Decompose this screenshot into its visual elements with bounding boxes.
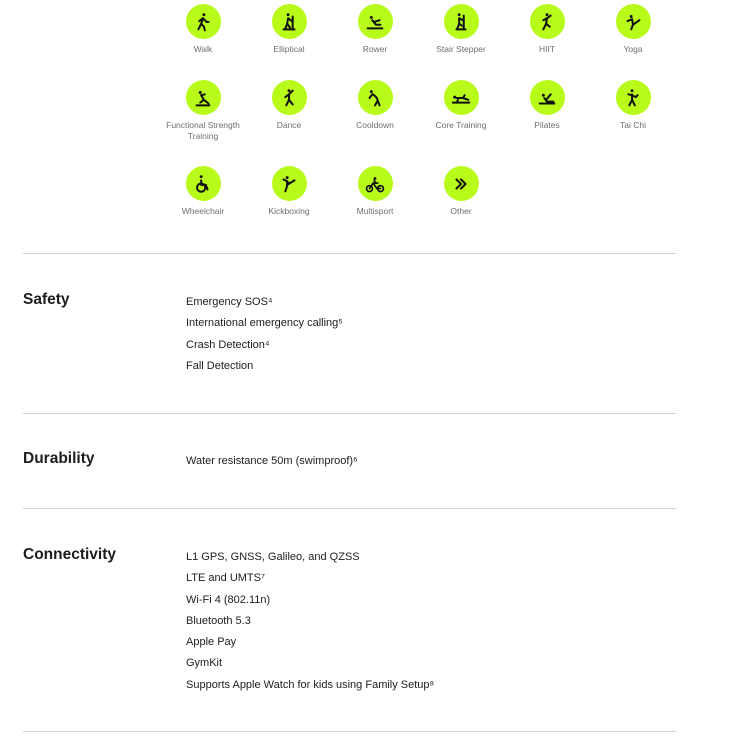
workout-label: Tai Chi bbox=[620, 120, 646, 130]
workout-dance bbox=[246, 80, 332, 142]
section-divider bbox=[23, 731, 676, 732]
other-icon bbox=[444, 166, 479, 201]
wheelchair-icon bbox=[186, 166, 221, 201]
workout-pilates bbox=[504, 80, 590, 142]
safety-item: International emergency calling⁵ bbox=[186, 317, 343, 330]
dance-icon bbox=[272, 80, 307, 115]
workout-row-2 bbox=[160, 80, 676, 142]
workout-label: HIIT bbox=[538, 44, 556, 54]
workout-other bbox=[418, 166, 504, 217]
safety-list bbox=[186, 292, 343, 377]
elliptical-icon bbox=[272, 4, 307, 39]
multisport-icon bbox=[358, 166, 393, 201]
workout-label: Multisport bbox=[356, 206, 394, 216]
workout-hiit bbox=[504, 4, 590, 55]
durability-item: Water resistance 50m (swimproof)⁶ bbox=[186, 455, 358, 467]
workout-label: Core Training bbox=[435, 120, 487, 130]
connectivity-item: LTE and UMTS⁷ bbox=[186, 572, 265, 585]
workout-wheelchair bbox=[160, 166, 246, 217]
workout-label: Elliptical bbox=[273, 44, 305, 54]
workout-functional-strength bbox=[160, 80, 246, 142]
workout-label: Kickboxing bbox=[268, 206, 310, 216]
hiit-icon bbox=[530, 4, 565, 39]
walk-icon bbox=[186, 4, 221, 39]
safety-item: Emergency SOS⁴ bbox=[186, 296, 273, 308]
section-divider bbox=[23, 253, 676, 254]
workout-label: Dance bbox=[276, 120, 302, 130]
workout-rower bbox=[332, 4, 418, 55]
safety-item: Fall Detection bbox=[186, 359, 254, 372]
yoga-icon bbox=[616, 4, 651, 39]
safety-item: Crash Detection⁴ bbox=[186, 338, 270, 351]
kickboxing-icon bbox=[272, 166, 307, 201]
workout-label: Cooldown bbox=[356, 120, 394, 130]
connectivity-list bbox=[186, 547, 434, 696]
stair-stepper-icon bbox=[444, 4, 479, 39]
connectivity-item: Apple Pay bbox=[186, 636, 237, 649]
core-training-icon bbox=[444, 80, 479, 115]
workout-label: Pilates bbox=[534, 120, 560, 130]
workout-cooldown bbox=[332, 80, 418, 142]
connectivity-item: L1 GPS, GNSS, Galileo, and QZSS bbox=[186, 551, 360, 563]
workout-yoga bbox=[590, 4, 676, 55]
workout-row-1 bbox=[160, 4, 676, 55]
workout-label: Walk bbox=[193, 44, 213, 54]
workout-label: Yoga bbox=[623, 44, 643, 54]
workout-label: Rower bbox=[362, 44, 388, 54]
cooldown-icon bbox=[358, 80, 393, 115]
workout-label: Stair Stepper bbox=[436, 44, 486, 54]
durability-title: Durability bbox=[23, 450, 95, 467]
workout-tai-chi bbox=[590, 80, 676, 142]
workout-core-training bbox=[418, 80, 504, 142]
workout-stair-stepper bbox=[418, 4, 504, 55]
connectivity-item: Bluetooth 5.3 bbox=[186, 614, 251, 627]
workout-multisport bbox=[332, 166, 418, 217]
section-divider bbox=[23, 413, 676, 414]
workout-elliptical bbox=[246, 4, 332, 55]
connectivity-item: GymKit bbox=[186, 657, 223, 670]
connectivity-title: Connectivity bbox=[23, 546, 117, 563]
section-divider bbox=[23, 508, 676, 509]
rower-icon bbox=[358, 4, 393, 39]
workout-label: Functional Strength Training bbox=[166, 120, 240, 141]
connectivity-item: Wi-Fi 4 (802.11n) bbox=[186, 593, 271, 606]
workout-row-3 bbox=[160, 166, 676, 217]
workout-label: Wheelchair bbox=[181, 206, 225, 216]
durability-list bbox=[186, 451, 358, 472]
workout-kickboxing bbox=[246, 166, 332, 217]
tai-chi-icon bbox=[616, 80, 651, 115]
safety-title: Safety bbox=[23, 291, 70, 308]
workout-label: Other bbox=[450, 206, 472, 216]
connectivity-item: Supports Apple Watch for kids using Family Setup⁸ bbox=[186, 678, 435, 691]
workout-walk bbox=[160, 4, 246, 55]
functional-strength-icon bbox=[186, 80, 221, 115]
pilates-icon bbox=[530, 80, 565, 115]
